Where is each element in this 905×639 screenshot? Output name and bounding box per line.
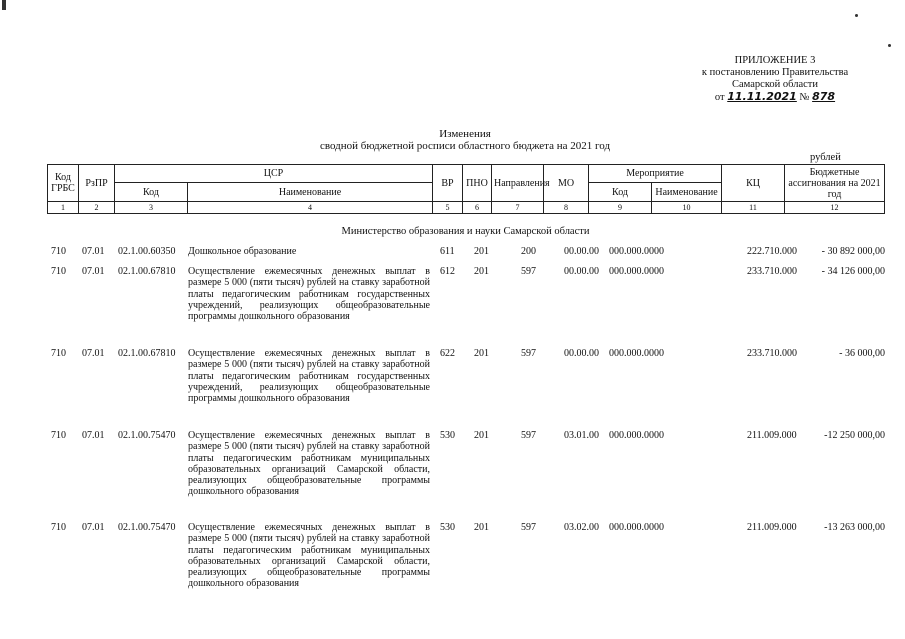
handwritten-date: 11.11.2021 — [727, 90, 797, 103]
cell-kc: 233.710.000 — [747, 348, 797, 359]
scan-speck — [855, 14, 858, 17]
header-vr: ВР — [433, 165, 463, 202]
cell-rzpr: 07.01 — [82, 348, 105, 359]
cell-event-code: 000.000.0000 — [609, 522, 664, 533]
col-number: 12 — [785, 202, 885, 214]
cell-event-code: 000.000.0000 — [609, 246, 664, 257]
col-number: 6 — [463, 202, 492, 214]
header-grbs: Код ГРБС — [48, 165, 79, 202]
cell-vr: 611 — [440, 246, 455, 257]
cell-amount: - 36 000,00 — [839, 348, 885, 359]
cell-pno: 201 — [474, 266, 489, 277]
appendix-title: ПРИЛОЖЕНИЕ 3 — [734, 55, 816, 66]
header-event-name: Наименование — [652, 183, 722, 202]
cell-rzpr: 07.01 — [82, 266, 105, 277]
cell-grbs: 710 — [51, 522, 66, 533]
appendix-date-line — [640, 91, 905, 104]
header-event-code: Код — [589, 183, 652, 202]
cell-csr-code: 02.1.00.67810 — [118, 348, 176, 359]
cell-rzpr: 07.01 — [82, 430, 105, 441]
unit-label: рублей — [810, 152, 841, 163]
cell-pno: 201 — [474, 348, 489, 359]
header-mo: МО — [544, 165, 589, 202]
handwritten-number: 878 — [812, 90, 836, 103]
cell-grbs: 710 — [51, 266, 66, 277]
col-number: 3 — [115, 202, 188, 214]
col-number: 1 — [48, 202, 79, 214]
col-number: 10 — [652, 202, 722, 214]
title-line-2: сводной бюджетной росписи областного бюджета на 2021 год — [319, 140, 611, 152]
number-prefix: № — [799, 92, 810, 103]
cell-mo: 00.00.00 — [564, 266, 599, 277]
header-kc: КЦ — [722, 165, 785, 202]
header-rzpr: РзПР — [79, 165, 115, 202]
cell-pno: 201 — [474, 246, 489, 257]
cell-name: Осуществление ежемесячных денежных выплат в размере 5 000 (пяти тысяч) рублей на ставку заработной платы педагогическим работникам муниципальных образовательных организаций Самарской области, реализующих общеобразовательные программы дошкольного образования — [188, 522, 430, 590]
col-number: 9 — [589, 202, 652, 214]
cell-name: Осуществление ежемесячных денежных выплат в размере 5 000 (пяти тысяч) рублей на ставку заработной платы педагогическим работникам государственных учреждений, реализующих общеобразовательные программы дошкольного образования — [188, 266, 430, 323]
document-title — [200, 128, 730, 152]
cell-kc: 222.710.000 — [747, 246, 797, 257]
section-ministry: Министерство образования и науки Самарской области — [341, 226, 590, 237]
cell-kc: 211.009.000 — [747, 522, 797, 533]
cell-mo: 03.01.00 — [564, 430, 599, 441]
cell-name: Осуществление ежемесячных денежных выплат в размере 5 000 (пяти тысяч) рублей на ставку заработной платы педагогическим работникам государственных учреждений, реализующих общеобразовательные программы дошкольного образования — [188, 348, 430, 405]
col-number: 4 — [188, 202, 433, 214]
header-pno: ПНО — [463, 165, 492, 202]
appendix-region: Самарской области — [732, 79, 818, 90]
cell-amount: -13 263 000,00 — [824, 522, 885, 533]
header-csr-code: Код — [115, 183, 188, 202]
cell-direction: 597 — [521, 348, 536, 359]
cell-vr: 530 — [440, 522, 455, 533]
cell-csr-code: 02.1.00.75470 — [118, 430, 176, 441]
cell-direction: 200 — [521, 246, 536, 257]
cell-mo: 03.02.00 — [564, 522, 599, 533]
appendix-decree: к постановлению Правительства — [701, 67, 849, 78]
header-budget: Бюджетные ассигнования на 2021 год — [785, 165, 885, 202]
cell-amount: - 34 126 000,00 — [821, 266, 885, 277]
cell-vr: 622 — [440, 348, 455, 359]
cell-csr-code: 02.1.00.75470 — [118, 522, 176, 533]
cell-direction: 597 — [521, 430, 536, 441]
cell-grbs: 710 — [51, 348, 66, 359]
table-header — [47, 164, 885, 214]
cell-vr: 530 — [440, 430, 455, 441]
header-direction: Направления — [492, 165, 544, 202]
cell-pno: 201 — [474, 522, 489, 533]
cell-kc: 233.710.000 — [747, 266, 797, 277]
scan-speck — [888, 44, 891, 47]
title-line-1: Изменения — [439, 128, 491, 140]
appendix-block — [640, 55, 905, 104]
cell-pno: 201 — [474, 430, 489, 441]
header-csr-name: Наименование — [188, 183, 433, 202]
col-number: 8 — [544, 202, 589, 214]
header-csr: ЦСР — [115, 165, 433, 183]
cell-rzpr: 07.01 — [82, 246, 105, 257]
cell-kc: 211.009.000 — [747, 430, 797, 441]
cell-event-code: 000.000.0000 — [609, 266, 664, 277]
col-number: 7 — [492, 202, 544, 214]
cell-mo: 00.00.00 — [564, 246, 599, 257]
cell-amount: -12 250 000,00 — [824, 430, 885, 441]
header-event: Мероприятие — [589, 165, 722, 183]
cell-event-code: 000.000.0000 — [609, 430, 664, 441]
column-numbers-row — [48, 202, 885, 214]
cell-direction: 597 — [521, 266, 536, 277]
col-number: 5 — [433, 202, 463, 214]
cell-rzpr: 07.01 — [82, 522, 105, 533]
cell-mo: 00.00.00 — [564, 348, 599, 359]
col-number: 2 — [79, 202, 115, 214]
cell-event-code: 000.000.0000 — [609, 348, 664, 359]
cell-name: Дошкольное образование — [188, 246, 297, 257]
scan-speck — [2, 0, 6, 10]
cell-name: Осуществление ежемесячных денежных выплат в размере 5 000 (пяти тысяч) рублей на ставку заработной платы педагогическим работникам муниципальных образовательных организаций Самарской области, реализующих общеобразовательные программы дошкольного образования — [188, 430, 430, 498]
cell-direction: 597 — [521, 522, 536, 533]
cell-grbs: 710 — [51, 246, 66, 257]
col-number: 11 — [722, 202, 785, 214]
cell-csr-code: 02.1.00.67810 — [118, 266, 176, 277]
cell-vr: 612 — [440, 266, 455, 277]
cell-csr-code: 02.1.00.60350 — [118, 246, 176, 257]
cell-amount: - 30 892 000,00 — [821, 246, 885, 257]
date-prefix: от — [714, 92, 725, 103]
cell-grbs: 710 — [51, 430, 66, 441]
